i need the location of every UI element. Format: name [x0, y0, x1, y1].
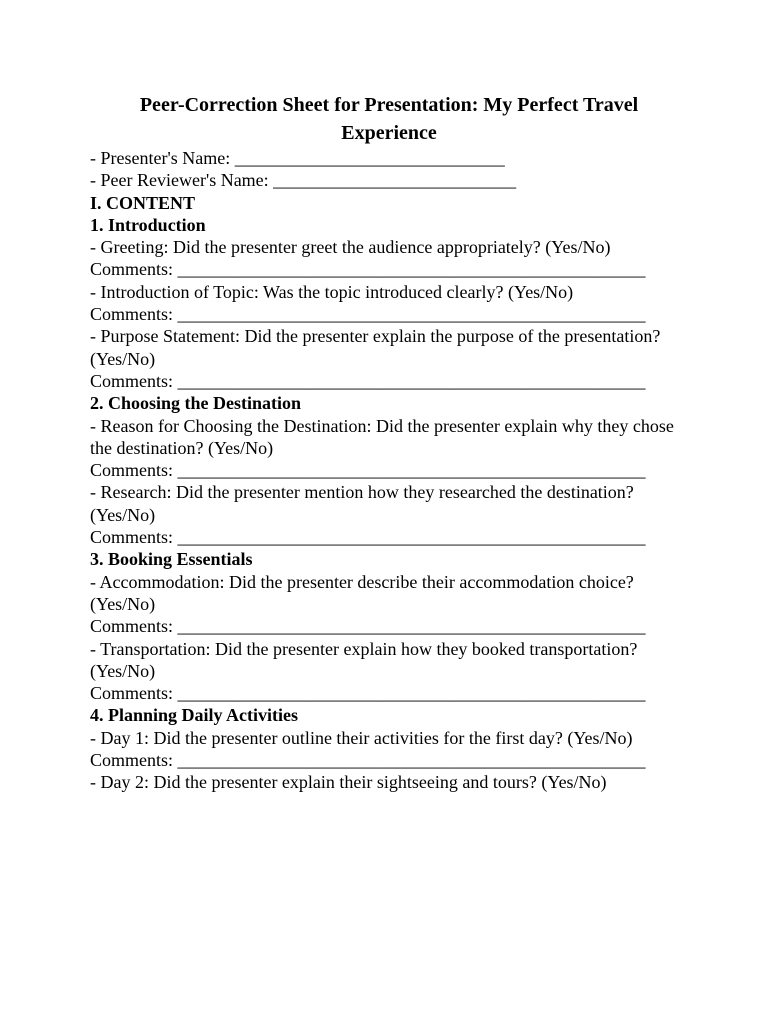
comments-line: Comments: ____________________________________________________: [90, 616, 646, 637]
question-transportation: - Transportation: Did the presenter explain how they booked transportation? (Yes/No): [90, 638, 638, 681]
comments-line: Comments: ____________________________________________________: [90, 527, 646, 548]
section-content-heading: I. CONTENT: [90, 192, 196, 213]
comments-line: Comments: ____________________________________________________: [90, 750, 646, 771]
document-page: [90, 92, 680, 794]
comments-line: Comments: ____________________________________________________: [90, 304, 646, 325]
presenter-name-field: - Presenter's Name: ______________________________: [90, 148, 505, 168]
comments-line: Comments: ____________________________________________________: [90, 683, 646, 704]
question-introduction-of-topic: - Introduction of Topic: Was the topic introduced clearly? (Yes/No): [90, 281, 574, 302]
section-heading-choosing-destination: 2. Choosing the Destination: [90, 393, 302, 414]
section-heading-planning-daily-activities: 4. Planning Daily Activities: [90, 705, 299, 726]
question-day-2: - Day 2: Did the presenter explain their sightseeing and tours? (Yes/No): [90, 772, 607, 793]
question-accommodation: - Accommodation: Did the presenter describe their accommodation choice? (Yes/No): [90, 571, 634, 614]
reviewer-name-field: - Peer Reviewer's Name: ___________________________: [90, 170, 517, 191]
section-heading-introduction: 1. Introduction: [90, 214, 206, 235]
question-greeting: - Greeting: Did the presenter greet the audience appropriately? (Yes/No): [90, 237, 611, 258]
question-reason-for-destination: - Reason for Choosing the Destination: Did the presenter explain why they chose the destination? (Yes/No): [90, 415, 674, 458]
comments-line: Comments: ____________________________________________________: [90, 460, 646, 481]
comments-line: Comments: ____________________________________________________: [90, 370, 646, 391]
question-purpose-statement: - Purpose Statement: Did the presenter explain the purpose of the presentation? (Yes/No): [90, 326, 661, 369]
comments-line: Comments: ____________________________________________________: [90, 259, 646, 280]
question-day-1: - Day 1: Did the presenter outline their activities for the first day? (Yes/No): [90, 727, 633, 748]
section-heading-booking-essentials: 3. Booking Essentials: [90, 549, 253, 570]
question-research: - Research: Did the presenter mention how they researched the destination? (Yes/No): [90, 482, 634, 525]
document-title: Peer-Correction Sheet for Presentation: My Perfect Travel Experience: [139, 94, 639, 144]
